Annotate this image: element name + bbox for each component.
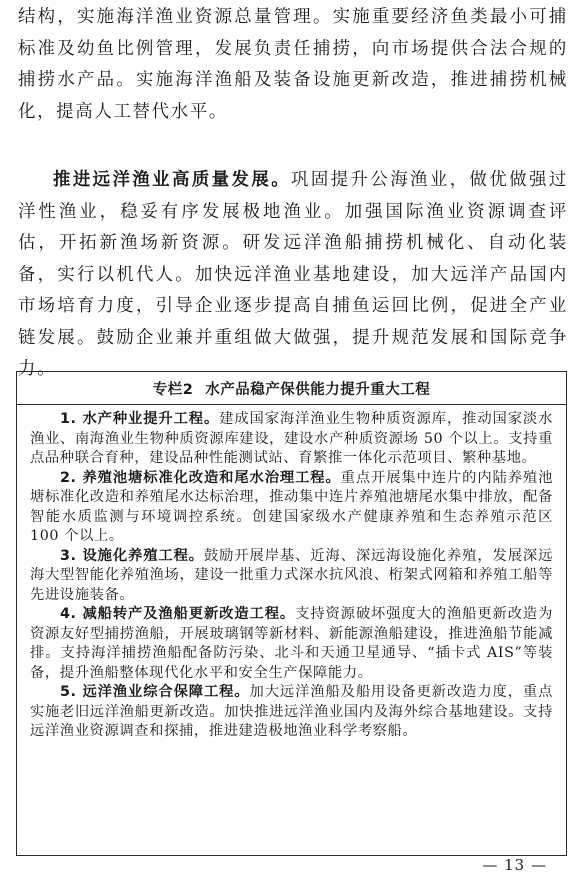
paragraph-distant-water-fishery	[18, 165, 568, 386]
project-item-heading: 2. 养殖池塘标准化改造和尾水治理工程。	[60, 469, 341, 486]
paragraph-fishery-resource-management: 结构，实施海洋渔业资源总量管理。实施重要经济鱼类最小可捕标准及幼鱼比例管理，发展负责任捕捞，向市场提供合法合规的捕捞水产品。实施海洋渔船及装备设施更新改造，推进捕捞机械化，提高人工替代水平。	[18, 7, 568, 122]
project-item	[30, 410, 553, 469]
project-item-text: 支持资源破坏强度大的渔船更新改造为资源友好型捕捞渔船，开展玻璃钢等新材料、新能源渔船建设，推进渔船节能减排。支持海洋捕捞渔船配备防污染、北斗和天通卫星通导、“插卡式 AIS”等装备，提升渔船整体现代化水平和安全生产保障能力。	[30, 606, 554, 681]
paragraph-body: 巩固提升公海渔业，做优做强过洋性渔业，稳妥有序发展极地渔业。加强国际渔业资源调查评估，开拓新渔场新资源。研发远洋渔船捕捞机械化、自动化装备，实行以机代人。加快远洋渔业基地建设，加大远洋产品国内市场培育力度，引导企业逐步提高自捕鱼运回比例，促进全产业链发展。鼓励企业兼并重组做大做强，提升规范发展和国际竞争力。	[18, 170, 568, 379]
project-item-heading: 1. 水产种业提升工程。	[60, 411, 220, 427]
column-box-title	[17, 372, 566, 405]
project-item-heading: 5. 远洋渔业综合保障工程。	[60, 684, 250, 700]
project-item	[30, 547, 553, 606]
page-number: — 13 —	[482, 856, 547, 874]
project-item-heading: 4. 减船转产及渔船更新改造工程。	[60, 606, 296, 622]
column-box-heading: 水产品稳产保供能力提升重大工程	[205, 381, 431, 398]
project-item	[30, 469, 553, 547]
paragraph-heading: 推进远洋渔业高质量发展。	[53, 170, 292, 190]
project-item-heading: 3. 设施化养殖工程。	[60, 547, 204, 564]
project-item	[30, 683, 553, 742]
column-box-body	[17, 405, 566, 742]
column-box	[16, 371, 567, 856]
project-item-text: 重点开展集中连片的内陆养殖池塘标准化改造和养殖尾水达标治理，推动集中连片养殖池塘尾水集中排放，配备智能水质监测与环境调控系统。创建国家级水产健康养殖和生态养殖示范区 100 个以上。	[30, 469, 553, 544]
project-item	[30, 605, 553, 683]
project-item-text: 加大远洋渔船及船用设备更新改造力度，重点实施老旧远洋渔船更新改造。加快推进远洋渔业国内及海外综合基地建设。支持远洋渔业资源调查和探捕，推进建造极地渔业科学考察船。	[30, 684, 554, 739]
project-item-text: 建成国家海洋渔业生物种质资源库，推动国家淡水渔业、南海渔业生物种质资源库建设，建设水产种质资源场 50 个以上。支持重点品种联合育种，建设品种性能测试站、育繁推一体化示范项目、繁种基地。	[30, 411, 553, 466]
project-item-text: 鼓励开展岸基、近海、深远海设施化养殖，发展深远海大型智能化养殖渔场，建设一批重力式深水抗风浪、桁架式网箱和养殖工船等先进设施装备。	[30, 547, 553, 603]
column-box-label: 专栏2	[152, 381, 194, 398]
